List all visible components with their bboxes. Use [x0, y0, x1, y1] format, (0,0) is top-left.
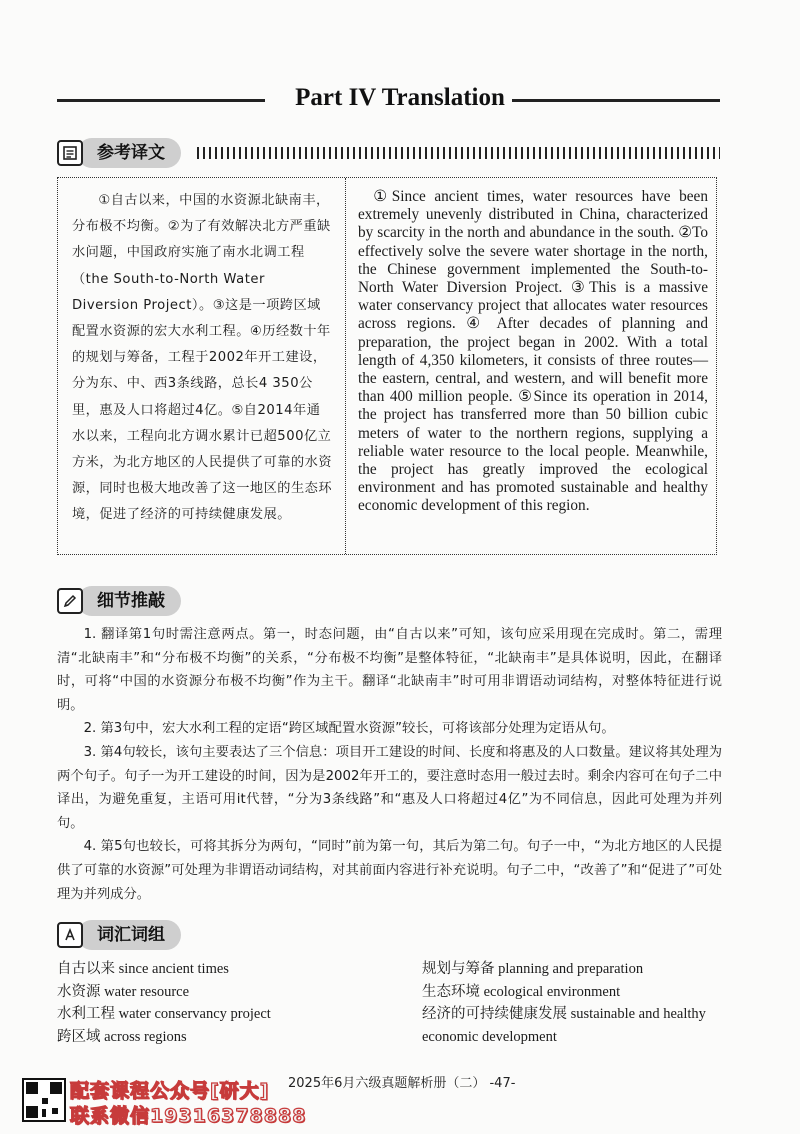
- section-vocab-header: [57, 920, 181, 950]
- page-footer: 2025年6月六级真题解析册（二） -47-: [288, 1076, 516, 1091]
- analysis-notes: [57, 623, 722, 906]
- vocab-item: 水资源 water resource: [57, 983, 190, 1000]
- vocab-item: 规划与筹备 planning and preparation: [422, 961, 644, 977]
- section-details-header: [57, 586, 181, 616]
- pencil-icon: [57, 588, 83, 614]
- column-divider: [345, 178, 346, 554]
- analysis-note-1: 1. 翻译第1句时需注意两点。第一，时态问题，由“自古以来”可知，该句应采用现在完成时。第二，需理清“北缺南丰”和“分布极不均衡”的关系，“分布极不均衡”是整体特征，“北缺南丰”是具体说明，因此，在翻译时，可将“中国的水资源分布极不均衡”作为主干。翻译“北缺南丰”时可用非谓语动词结构，对整体特征进行说明。: [57, 627, 722, 713]
- watermark-line-1: 配套课程公众号[研大]: [70, 1080, 270, 1102]
- analysis-note-4: 4. 第5句也较长，可将其拆分为两句，“同时”前为第一句，其后为第二句。句子一中，“为北方地区的人民提供了可靠的水资源”可处理为非谓语动词结构，对其前面内容进行补充说明。句子二中，“改善了”和“促进了”可处理为并列成分。: [57, 839, 722, 902]
- vocab-list-right: [422, 958, 706, 1048]
- letter-a-icon: [57, 922, 83, 948]
- page-title: Part IV Translation: [295, 84, 505, 111]
- analysis-note-2: 2. 第3句中，宏大水利工程的定语“跨区域配置水资源”较长，可将该部分处理为定语从句。: [83, 721, 615, 737]
- document-icon: [57, 140, 83, 166]
- watermark-line-2: 联系微信19316378888: [70, 1105, 307, 1127]
- vocab-item: 自古以来 since ancient times: [57, 961, 229, 977]
- vocab-list-left: [57, 958, 271, 1048]
- section-details-label: 细节推敲: [77, 586, 181, 616]
- vocab-item: economic development: [422, 1028, 557, 1045]
- vocab-item: 生态环境 ecological environment: [422, 983, 621, 1000]
- translation-box: [57, 177, 717, 555]
- hatch-divider: [197, 147, 720, 159]
- chinese-source-text: ①自古以来，中国的水资源北缺南丰，分布极不均衡。②为了有效解决北方严重缺水问题，中国政府实施了南水北调工程（the South-to-North Water Diversion Project）。③这是一项跨区域配置水资源的宏大水利工程。④历经数十年的规划与筹备，工程于2002年开工建设，分为东、中、西3条线路，总长4 350公里，惠及人口将超过4亿。⑤自2014年通水以来，工程向北方调水累计已超500亿立方米，为北方地区的人民提供了可靠的水资源，同时也极大地改善了这一地区的生态环境，促进了经济的可持续健康发展。: [72, 193, 333, 523]
- english-translation-text: ①Since ancient times, water resources have been extremely unevenly distributed in China, characterized by scarcity in the north and abundance in the south. ②To effectively solve the severe water shortage in the north, the Chinese government implemented the South-to-North Water Diversion Project. ③This is a massive water conservancy project that allocates water resources across regions. ④ After decades of planning and preparation, the project began in 2002. With a total length of 4,350 kilometers, it consists of three routes—the eastern, central, and western, and will benefit more than 400 million people. ⑤Since its operation in 2014, the project has transferred more than 50 billion cubic meters of water to the northern regions, supplying a reliable water resource to the local people. Meanwhile, the project has greatly improved the ecological environment and has promoted sustainable and healthy economic development of this region.: [358, 188, 708, 515]
- section-vocab-label: 词汇词组: [77, 920, 181, 950]
- vocab-item: 水利工程 water conservancy project: [57, 1006, 271, 1022]
- qr-code: [22, 1078, 66, 1122]
- section-reference-label: 参考译文: [77, 138, 181, 168]
- section-reference-header: [57, 138, 181, 168]
- vocab-item: 跨区域 across regions: [57, 1028, 187, 1045]
- analysis-note-3: 3. 第4句较长，该句主要表达了三个信息：项目开工建设的时间、长度和将惠及的人口数量。建议将其处理为两个句子。句子一为开工建设的时间，因为是2002年开工的，要注意时态用一般过去时。剩余内容可在句子二中译出，为避免重复，主语可用it代替，“分为3条线路”和“惠及人口将超过4亿”为不同信息，因此可处理为并列句。: [57, 744, 722, 831]
- vocab-item: 经济的可持续健康发展 sustainable and healthy: [422, 1006, 706, 1022]
